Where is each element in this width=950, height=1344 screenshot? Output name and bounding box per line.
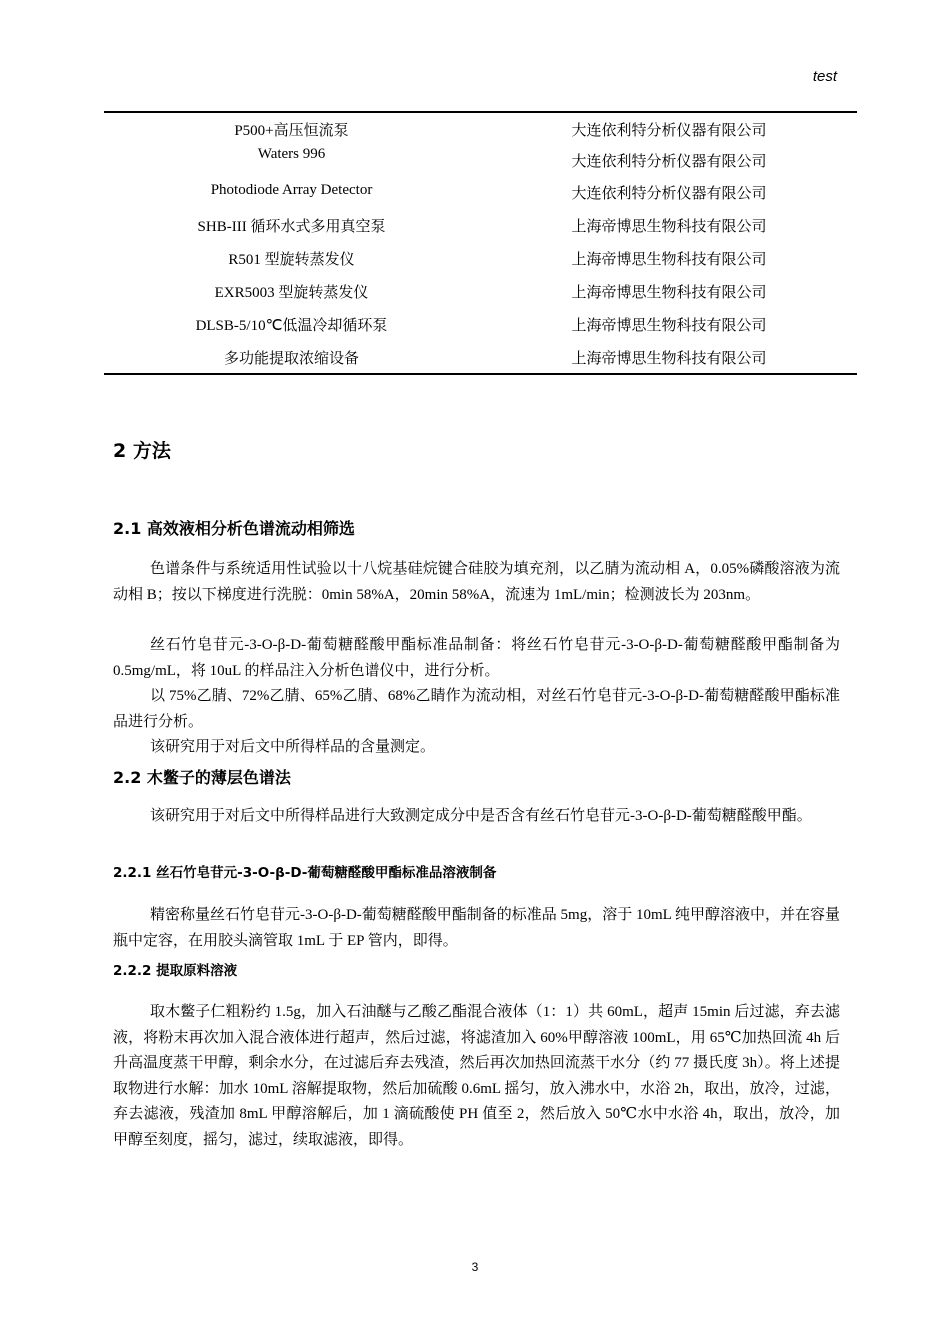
equipment-maker: 上海帝博思生物科技有限公司 — [571, 285, 767, 301]
table-row — [104, 241, 857, 274]
equipment-maker: 上海帝博思生物科技有限公司 — [571, 219, 767, 235]
subsubsection-heading: 2.2.2 提取原料溶液 — [113, 963, 238, 979]
paragraph: 色谱条件与系统适用性试验以十八烷基硅烷键合硅胶为填充剂，以乙腈为流动相 A，0.05%磷酸溶液为流动相 B；按以下梯度进行洗脱：0min 58%A，20min 58%A，流速为 1mL/min；检测波长为 203nm。 — [113, 561, 840, 603]
paragraph: 丝石竹皂苷元-3-O-β-D-葡萄糖醛酸甲酯标准品制备：将丝石竹皂苷元-3-O-β-D-葡萄糖醛酸甲酯制备为 0.5mg/mL，将 10uL 的样品注入分析色谱仪中，进行分析。 — [113, 637, 840, 679]
equipment-name: P500+高压恒流泵 — [234, 123, 349, 139]
paragraph: 该研究用于对后文中所得样品进行大致测定成分中是否含有丝石竹皂苷元-3-O-β-D-葡萄糖醛酸甲酯。 — [150, 808, 812, 824]
equipment-maker: 大连依利特分析仪器有限公司 — [571, 154, 767, 170]
page-number: 3 — [471, 1260, 479, 1274]
equipment-name: Photodiode Array Detector — [210, 182, 373, 198]
paragraph: 该研究用于对后文中所得样品的含量测定。 — [150, 739, 436, 755]
table-row — [104, 340, 857, 373]
table-row — [104, 142, 857, 175]
table-row — [104, 208, 857, 241]
table-row — [104, 274, 857, 307]
paragraph: 取木鳖子仁粗粉约 1.5g，加入石油醚与乙酸乙酯混合液体（1：1）共 60mL，超声 15min 后过滤，弃去滤液，将粉末再次加入混合液体进行超声，然后过滤，将滤渣加入 60%甲醇溶液 100mL，用 65℃加热回流 4h 后升高温度蒸干甲醇，剩余水分，在过滤后弃去残渣，然后再次加热回流蒸干水分（约 77 摄氏度 3h）。将上述提取物进行水解：加水 10mL 溶解提取物，然后加硫酸 0.6mL 摇匀，放入沸水中，水浴 2h，取出，放冷，过滤，弃去滤液，残渣加 8mL 甲醇溶解后，加 1 滴硫酸使 PH 值至 2，然后放入 50℃水中水浴 4h，取出，放冷，加甲醇至刻度，摇匀，滤过，续取滤液，即得。 — [113, 1004, 840, 1148]
equipment-table — [104, 111, 857, 375]
section-heading: 2 方法 — [113, 440, 171, 462]
equipment-maker: 大连依利特分析仪器有限公司 — [571, 186, 767, 202]
table-bottom-rule — [104, 373, 857, 375]
running-header: test — [812, 68, 837, 85]
equipment-maker: 上海帝博思生物科技有限公司 — [571, 351, 767, 367]
paragraph: 以 75%乙腈、72%乙腈、65%乙腈、68%乙睛作为流动相，对丝石竹皂苷元-3-O-β-D-葡萄糖醛酸甲酯标准品进行分析。 — [113, 688, 840, 730]
equipment-maker: 大连依利特分析仪器有限公司 — [571, 123, 767, 139]
equipment-maker: 上海帝博思生物科技有限公司 — [571, 252, 767, 268]
equipment-name: DLSB-5/10℃低温冷却循环泵 — [195, 318, 388, 334]
equipment-name: R501 型旋转蒸发仪 — [228, 252, 355, 268]
equipment-name: EXR5003 型旋转蒸发仪 — [214, 285, 369, 301]
equipment-maker: 上海帝博思生物科技有限公司 — [571, 318, 767, 334]
equipment-name: SHB-III 循环水式多用真空泵 — [197, 219, 386, 235]
subsubsection-heading: 2.2.1 丝石竹皂苷元-3-O-β-D-葡萄糖醛酸甲酯标准品溶液制备 — [113, 865, 497, 881]
subsection-heading: 2.2 木鳖子的薄层色谱法 — [113, 768, 291, 787]
table-row — [104, 175, 857, 208]
table-row — [104, 113, 857, 142]
equipment-name: 多功能提取浓缩设备 — [223, 351, 359, 367]
subsection-heading: 2.1 高效液相分析色谱流动相筛选 — [113, 519, 355, 538]
equipment-name: Waters 996 — [257, 146, 326, 162]
table-row — [104, 307, 857, 340]
paragraph: 精密称量丝石竹皂苷元-3-O-β-D-葡萄糖醛酸甲酯制备的标准品 5mg，溶于 10mL 纯甲醇溶液中，并在容量瓶中定容，在用胶头滴管取 1mL 于 EP 管内，即得。 — [113, 907, 840, 949]
